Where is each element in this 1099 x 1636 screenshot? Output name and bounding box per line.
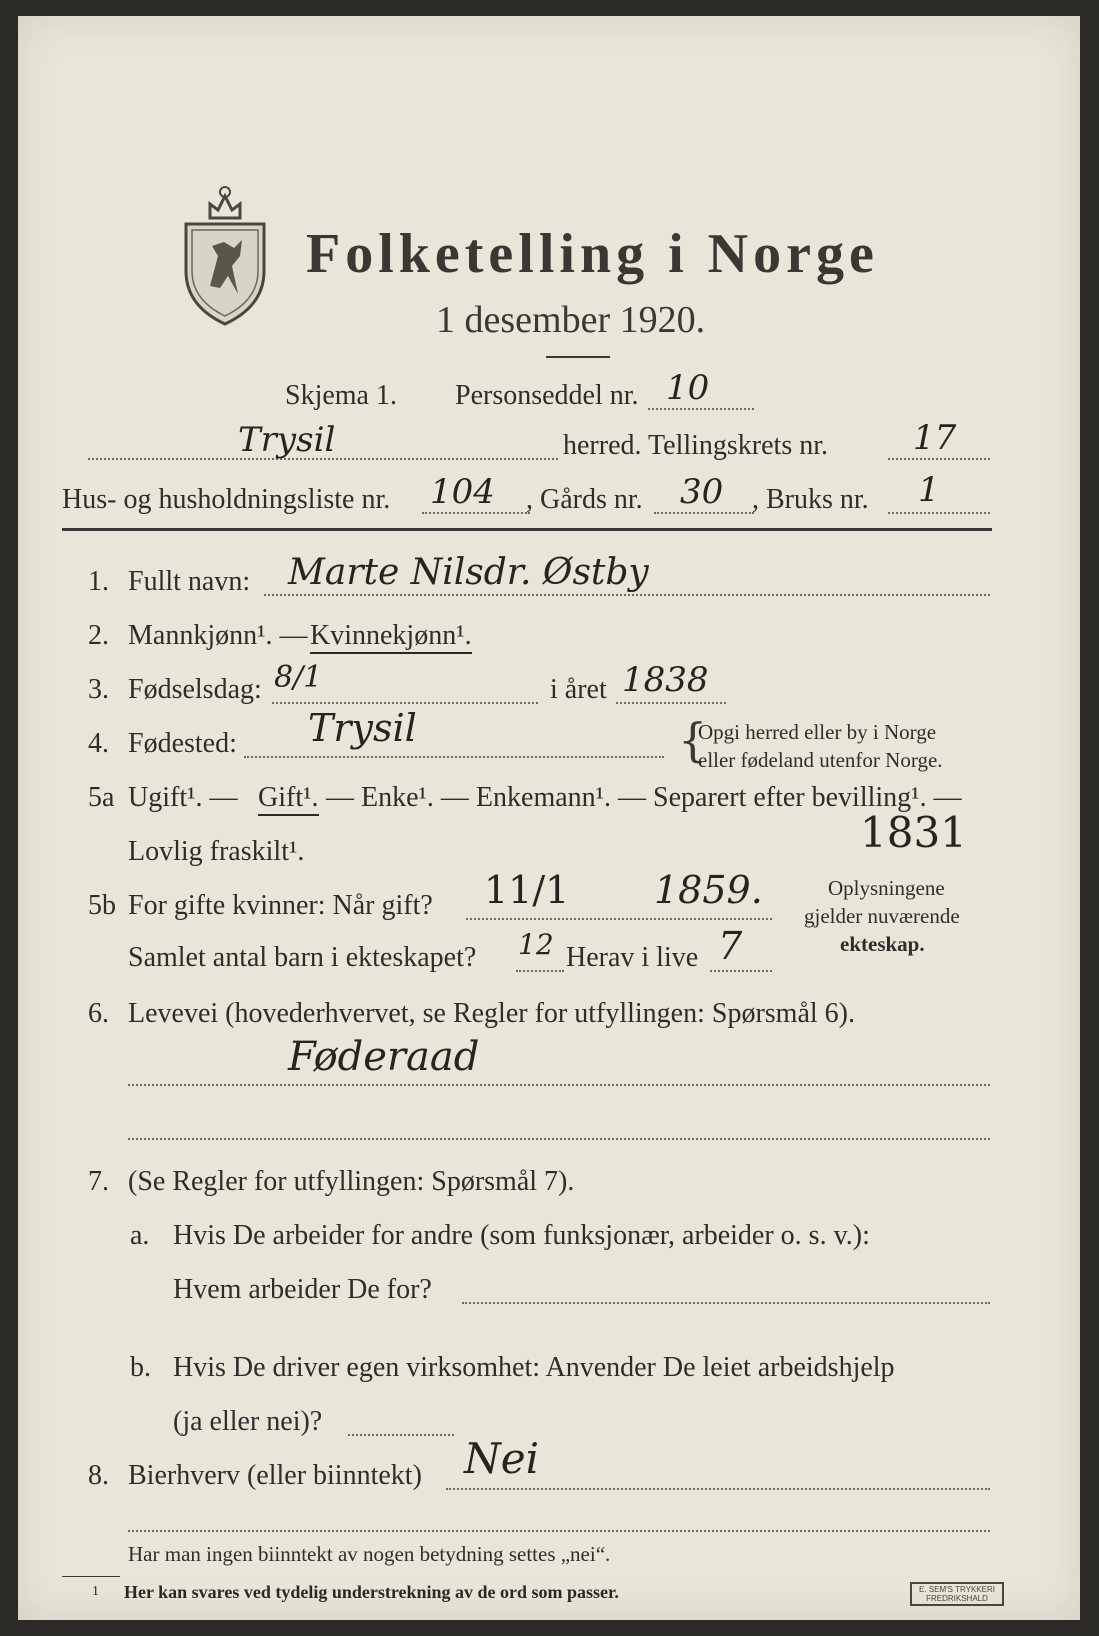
- q5b-note-line3: ekteskap.: [840, 932, 925, 956]
- footnote-text: Her kan svares ved tydelig understrekning av de ord som passer.: [124, 1582, 619, 1602]
- bruks-label: , Bruks nr.: [752, 484, 869, 515]
- q7a-label: Hvis De arbeider for andre (som funksjonær, arbeider o. s. v.):: [173, 1220, 870, 1251]
- q3-year-label: i året: [550, 674, 607, 705]
- q3-year-value[interactable]: 1838: [622, 660, 709, 700]
- q4-brace: {: [678, 713, 708, 767]
- q5b-note-line1: Oplysningene: [828, 876, 945, 900]
- q4-line: [244, 756, 664, 758]
- q7-number: 7.: [88, 1166, 109, 1197]
- q7b-line: [348, 1434, 454, 1436]
- q4-number: 4.: [88, 728, 109, 759]
- q5b-label: For gifte kvinner: Når gift?: [128, 890, 433, 921]
- q5a-rest: — Enke¹. — Enkemann¹. — Separert efter bevilling¹. —: [326, 782, 962, 813]
- q5b-live-label: Herav i live: [566, 942, 699, 973]
- q2-kvinne[interactable]: Kvinnekjønn¹.: [310, 620, 472, 654]
- form-title: Folketelling i Norge: [306, 223, 879, 285]
- q4-label: Fødested:: [128, 728, 237, 759]
- q5b-barn-value[interactable]: 12: [518, 928, 554, 961]
- q5b-line: [466, 918, 772, 920]
- q7b-letter: b.: [130, 1352, 151, 1383]
- q7a-line2: Hvem arbeider De for?: [173, 1274, 432, 1305]
- q6-line2: [128, 1138, 990, 1140]
- q4-note-line2: eller fødeland utenfor Norge.: [698, 748, 943, 772]
- coat-of-arms-icon: [180, 176, 270, 326]
- q2-mann: Mannkjønn¹. —: [128, 620, 308, 651]
- title-divider: [546, 356, 610, 358]
- q3-year-line: [616, 702, 726, 704]
- q3-label: Fødselsdag:: [128, 674, 262, 705]
- gards-label: , Gårds nr.: [526, 484, 643, 515]
- q3-number: 3.: [88, 674, 109, 705]
- bruks-line: [888, 512, 990, 514]
- q5b-year-value[interactable]: 1859.: [654, 868, 763, 912]
- q7-label: (Se Regler for utfyllingen: Spørsmål 7).: [128, 1166, 575, 1197]
- bruks-value[interactable]: 1: [918, 470, 940, 510]
- q7a-letter: a.: [130, 1220, 150, 1251]
- q8-number: 8.: [88, 1460, 109, 1491]
- header-rule: [62, 528, 992, 531]
- q5a-gift[interactable]: Gift¹.: [258, 782, 319, 816]
- q6-value[interactable]: Føderaad: [288, 1034, 480, 1080]
- personseddel-value[interactable]: 10: [666, 368, 710, 408]
- gards-line: [654, 512, 754, 514]
- q5a-number: 5a: [88, 782, 115, 813]
- q5b-barn-line: [516, 970, 564, 972]
- q4-value[interactable]: Trysil: [308, 706, 417, 750]
- q5a-ugift: Ugift¹. —: [128, 782, 238, 813]
- q1-value[interactable]: Marte Nilsdr. Østby: [288, 552, 649, 593]
- q7b-label: Hvis De driver egen virksomhet: Anvender De leiet arbeidshjelp: [173, 1352, 895, 1383]
- gards-value[interactable]: 30: [680, 472, 724, 512]
- census-form-page: [18, 16, 1080, 1620]
- q1-line: [264, 594, 990, 596]
- q5b-number: 5b: [88, 890, 116, 921]
- schema-label: Skjema 1.: [285, 380, 397, 411]
- q5b-date-value[interactable]: 11/1: [484, 868, 570, 912]
- q5b-note-line2: gjelder nuværende: [804, 904, 960, 928]
- q5b-live-line: [710, 970, 772, 972]
- q1-label: Fullt navn:: [128, 566, 251, 597]
- q5a-note: 1831: [860, 808, 967, 857]
- q6-label: Levevei (hovederhvervet, se Regler for utfyllingen: Spørsmål 6).: [128, 998, 855, 1029]
- footnote-number: 1: [92, 1584, 99, 1599]
- q7b-line2: (ja eller nei)?: [173, 1406, 323, 1437]
- q7a-line: [462, 1302, 990, 1304]
- q8-line: [446, 1488, 990, 1490]
- q3-day-line: [272, 702, 538, 704]
- personseddel-label: Personseddel nr.: [455, 380, 639, 411]
- printer-stamp: [910, 1582, 1004, 1606]
- q4-note-line1: Opgi herred eller by i Norge: [698, 720, 937, 744]
- q5b-barn-label: Samlet antal barn i ekteskapet?: [128, 942, 477, 973]
- tellingskrets-value[interactable]: 17: [913, 418, 957, 458]
- footnote-rule: [62, 1576, 120, 1577]
- q5a-line2: Lovlig fraskilt¹.: [128, 836, 305, 867]
- husliste-value[interactable]: 104: [430, 472, 495, 512]
- q8-note: Har man ingen biinntekt av nogen betydning settes „nei“.: [128, 1542, 611, 1566]
- q3-value[interactable]: 8/1: [274, 660, 323, 695]
- q6-line1: [128, 1084, 990, 1086]
- herred-label: herred. Tellingskrets nr.: [563, 430, 829, 461]
- husliste-label: Hus- og husholdningsliste nr.: [62, 484, 391, 515]
- q8-value[interactable]: Nei: [464, 1434, 540, 1483]
- personseddel-line: [648, 408, 754, 410]
- husliste-line: [422, 512, 530, 514]
- herred-value[interactable]: Trysil: [238, 420, 336, 460]
- q5b-live-value[interactable]: 7: [718, 924, 743, 968]
- tellingskrets-line: [888, 458, 990, 460]
- form-date: 1 desember 1920.: [436, 299, 706, 341]
- q1-number: 1.: [88, 566, 109, 597]
- q2-number: 2.: [88, 620, 109, 651]
- printer-line1: E. SEM'S TRYKKERI: [919, 1585, 995, 1594]
- q8-label: Bierhverv (eller biinntekt): [128, 1460, 422, 1491]
- q6-number: 6.: [88, 998, 109, 1029]
- printer-line2: FREDRIKSHALD: [926, 1594, 988, 1603]
- q8-line2: [128, 1530, 990, 1532]
